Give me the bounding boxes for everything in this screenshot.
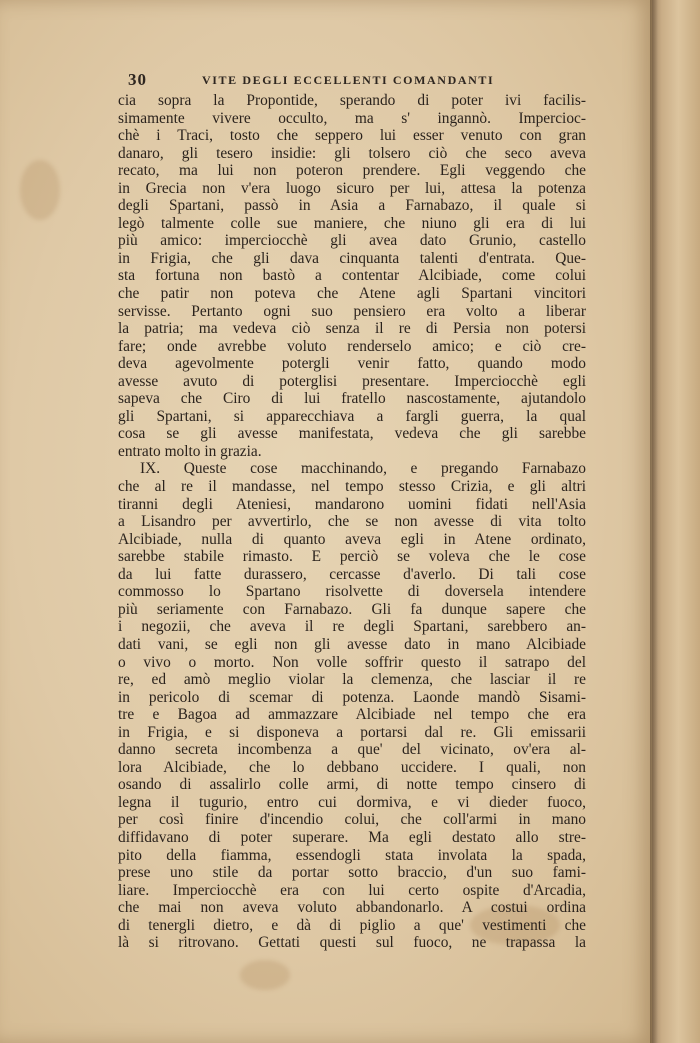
paper-stain [20, 160, 60, 220]
text-line: sarebbe stabile rimasto. E perciò se voleva che le cose [118, 548, 586, 566]
text-line: cia sopra la Propontide, sperando di poter ivi facilis- [118, 92, 586, 109]
text-line: sta fortuna non bastò a contentar Alcibiade, come colui [118, 267, 586, 285]
text-line: dati vani, se egli non gli avesse dato in mano Alcibiade [118, 635, 586, 653]
text-line: prese uno stile da portar sotto braccio, d'un suo fami- [118, 864, 586, 882]
text-line: legna il tugurio, entro cui dormiva, e vi dieder fuoco, [118, 793, 586, 811]
text-line: pito della fiamma, essendogli stata involata la spada, [118, 846, 586, 864]
text-line: osando di assalirlo colle armi, di notte tempo cinsero di [118, 776, 586, 794]
text-line: sapeva che Ciro di lui fratello nascostamente, ajutandolo [118, 390, 586, 408]
text-line: servisse. Pertanto ogni suo pensiero era volto a liberar [118, 302, 586, 320]
text-line: commosso lo Spartano risolvette di doversela intendere [118, 583, 586, 601]
text-line: i negozii, che aveva il re degli Spartani, sarebbero an- [118, 618, 586, 636]
text-line: o vivo o morto. Non volle soffrir questo il satrapo del [118, 653, 586, 671]
text-line: legò talmente colle sue maniere, che niuno gli era di lui [118, 214, 586, 232]
text-line: re, ed amò meglio violar la clemenza, che lasciar il re [118, 671, 586, 689]
text-line: cosa se gli avesse manifestata, vedeva che gli sarebbe [118, 425, 586, 443]
text-line: la patria; ma vedeva ciò senza il re di Persia non potersi [118, 320, 586, 338]
next-page-edge [652, 0, 700, 1043]
paper-stain [240, 960, 290, 990]
text-line: danno secreta incombenza a que' del vicinato, ov'era al- [118, 741, 586, 759]
text-line: per così finire d'incendio colui, che coll'armi in mano [118, 811, 586, 829]
text-line: chè i Traci, tosto che seppero lui esser venuto con gran [118, 127, 586, 145]
text-line: che patir non poteva che Atene agli Spartani vincitori [118, 285, 586, 303]
text-line: in pericolo di scemar di potenza. Laonde mandò Sisami- [118, 688, 586, 706]
text-line: da lui fatte durassero, cercasse d'averlo. Di tali cose [118, 565, 586, 583]
body-text [118, 92, 586, 952]
paragraph-2 [118, 460, 586, 951]
text-line: più seriamente con Farnabazo. Gli fa dunque sapere che [118, 600, 586, 618]
text-line: là si ritrovano. Gettati questi sul fuoco, ne trapassa la [118, 934, 586, 952]
text-line: IX. Queste cose macchinando, e pregando Farnabazo [140, 460, 586, 478]
text-line: tiranni degli Ateniesi, mandarono uomini fidati nell'Asia [118, 495, 586, 513]
text-line: liare. Imperciocchè era con lui certo ospite d'Arcadia, [118, 881, 586, 899]
paragraph-1 [118, 92, 586, 460]
text-line: lora Alcibiade, che lo debbano uccidere. I quali, non [118, 758, 586, 776]
text-line: che al re il mandasse, nel tempo stesso Crizia, e gli altri [118, 478, 586, 496]
text-line: avesse avuto di poterglisi presentare. Imperciocchè egli [118, 372, 586, 390]
text-line: in Frigia, e si disponeva a portarsi dal re. Gli emissarii [118, 723, 586, 741]
text-line: più amico: imperciocchè gli avea dato Grunio, castello [118, 232, 586, 250]
binding-shadow [650, 0, 658, 1043]
text-line: degli Spartani, passò in Asia a Farnabazo, il quale si [118, 197, 586, 215]
running-head-title: VITE DEGLI ECCELLENTI COMANDANTI [202, 73, 495, 87]
running-head [128, 70, 628, 94]
text-line: a Lisandro per avvertirlo, che se non avesse di vita tolto [118, 513, 586, 531]
page-number: 30 [128, 70, 147, 89]
text-line: tre e Bagoa ad ammazzare Alcibiade nel tempo che era [118, 706, 586, 724]
text-line: diffidavano di poter superare. Ma egli destato allo stre- [118, 828, 586, 846]
text-line: in Grecia non v'era luogo sicuro per lui, attesa la potenza [118, 179, 586, 197]
text-line: gli Spartani, si apparecchiava a fargli guerra, la qual [118, 407, 586, 425]
text-line: deva agevolmente potergli venir fatto, quando modo [118, 355, 586, 373]
text-line: simamente vivere occulto, ma s' ingannò. Impercioc- [118, 109, 586, 127]
text-line: che mai non aveva voluto abbandonarlo. A costui ordina [118, 899, 586, 917]
text-line: di tenergli dietro, e dà di piglio a que' vestimenti che [118, 916, 586, 934]
text-line: entrato molto in grazia. [118, 442, 262, 460]
text-line: fare; onde avrebbe voluto renderselo amico; e ciò cre- [118, 337, 586, 355]
text-line: in Frigia, che gli dava cinquanta talenti d'entrata. Que- [118, 249, 586, 267]
text-line: Alcibiade, nulla di quanto aveva egli in Atene ordinato, [118, 530, 586, 548]
text-line: recato, ma lui non poteron prendere. Egli veggendo che [118, 162, 586, 180]
text-line: danaro, gli tesero insidie: gli tolsero ciò che seco aveva [118, 144, 586, 162]
